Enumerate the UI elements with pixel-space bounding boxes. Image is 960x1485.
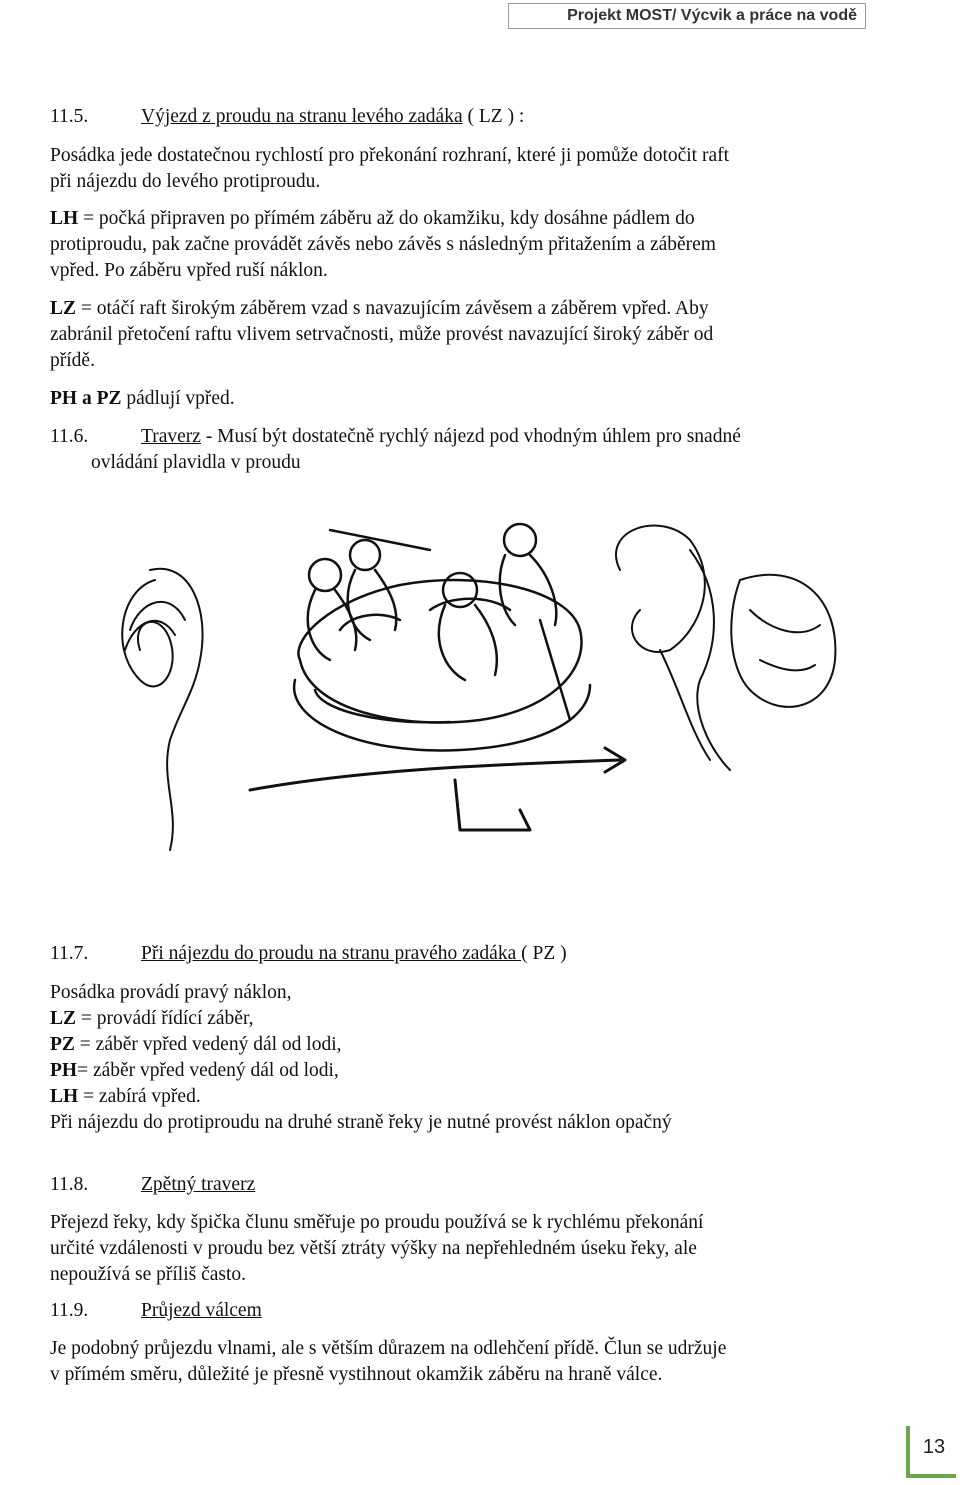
section-number: 11.6. — [50, 426, 89, 447]
role-label: PH a PZ — [50, 388, 122, 409]
paragraph-line: vpřed. Po záběru vpřed ruší náklon. — [50, 260, 328, 281]
page-number: 13 — [922, 1436, 946, 1458]
role-text: pádlují vpřed. — [121, 388, 235, 409]
page-number-box — [906, 1426, 956, 1478]
raft-traverse-illustration — [100, 510, 840, 910]
section-title: Průjezd válcem — [141, 1300, 262, 1321]
paragraph-line: Přejezd řeky, kdy špička člunu směřuje po proudu používá se k rychlému překonání — [50, 1212, 704, 1233]
section-title: Výjezd z proudu na stranu levého zadáka — [141, 106, 463, 127]
role-text: = otáčí raft širokým záběrem vzad s navazujícím závěsem a záběrem vpřed. Aby — [76, 298, 709, 319]
paragraph-line — [50, 1006, 254, 1033]
paragraph-line: Při nájezdu do protiproudu na druhé straně řeky je nutné provést náklon opačný — [50, 1112, 672, 1133]
right-wave-sketch — [616, 526, 835, 770]
role-label: PZ — [50, 1034, 75, 1055]
paragraph-line — [50, 1058, 339, 1085]
paragraph-line: Posádka provádí pravý náklon, — [50, 982, 292, 1003]
role-text: = záběr vpřed vedený dál od lodi, — [74, 1034, 342, 1055]
section-title: Při nájezdu do proudu na stranu pravého zadáka — [141, 943, 522, 964]
role-label: PH — [50, 1060, 78, 1081]
role-text: = provádí řídící záběr, — [76, 1008, 254, 1029]
page-number-accent — [906, 1426, 910, 1478]
role-label: LZ — [50, 1008, 77, 1029]
section-11-5-heading — [50, 104, 524, 131]
page-header: Projekt MOST/ Výcvik a práce na vodě — [508, 3, 866, 29]
role-text: = zabírá vpřed. — [78, 1086, 201, 1107]
paragraph-line: přídě. — [50, 350, 95, 371]
paragraph-line — [50, 1084, 201, 1111]
section-number: 11.8. — [50, 1174, 89, 1195]
paragraph-line: nepoužívá se příliš často. — [50, 1264, 247, 1285]
section-title: Traverz — [141, 426, 201, 447]
section-11-7-heading — [50, 941, 567, 968]
section-11-8-heading — [50, 1172, 255, 1199]
paragraph-line — [50, 296, 709, 323]
role-label: LH — [50, 1086, 79, 1107]
role-text: = záběr vpřed vedený dál od lodi, — [77, 1060, 339, 1081]
section-text: - Musí být dostatečně rychlý nájezd pod vhodným úhlem pro snadné — [200, 426, 741, 447]
role-label: LZ — [50, 298, 77, 319]
paragraph-line: zabránil přetočení raftu vlivem setrvačnosti, může provést navazující široký záběr od — [50, 324, 714, 345]
paragraph-line: Posádka jede dostatečnou rychlostí pro překonání rozhraní, které ji pomůže dotočit raft — [50, 145, 730, 166]
role-text: = počká připraven po přímém záběru až do okamžiku, kdy dosáhne pádlem do — [78, 208, 695, 229]
paragraph-line — [50, 386, 235, 413]
section-title-suffix: ( LZ ) : — [462, 106, 525, 127]
left-wave-sketch — [122, 569, 202, 850]
section-title: Zpětný traverz — [141, 1174, 256, 1195]
paragraph-line: Je podobný průjezdu vlnami, ale s větším důrazem na odlehčení přídě. Člun se udržuje — [50, 1338, 727, 1359]
section-title-suffix: ( PZ ) — [521, 943, 567, 964]
paragraph-line: určité vzdálenosti v proudu bez větší ztráty výšky na nepřehledném úseku řeky, ale — [50, 1238, 697, 1259]
paragraph-line: při nájezdu do levého protiproudu. — [50, 171, 321, 192]
section-11-6-heading — [50, 424, 741, 451]
section-number: 11.9. — [50, 1300, 89, 1321]
paragraph-line: ovládání plavidla v proudu — [91, 452, 301, 473]
paragraph-line: v přímém směru, důležité je přesně vystihnout okamžik záběru na hraně válce. — [50, 1364, 663, 1385]
paragraph-line — [50, 1032, 342, 1059]
section-number: 11.7. — [50, 943, 89, 964]
paragraph-line — [50, 206, 695, 233]
section-number: 11.5. — [50, 106, 89, 127]
page-number-accent — [906, 1474, 956, 1478]
section-11-9-heading — [50, 1298, 262, 1325]
role-label: LH — [50, 208, 79, 229]
raft-sketch — [294, 580, 590, 750]
direction-arrow — [250, 748, 625, 830]
paragraph-line: protiproudu, pak začne provádět závěs nebo závěs s následným přitažením a záběrem — [50, 234, 716, 255]
